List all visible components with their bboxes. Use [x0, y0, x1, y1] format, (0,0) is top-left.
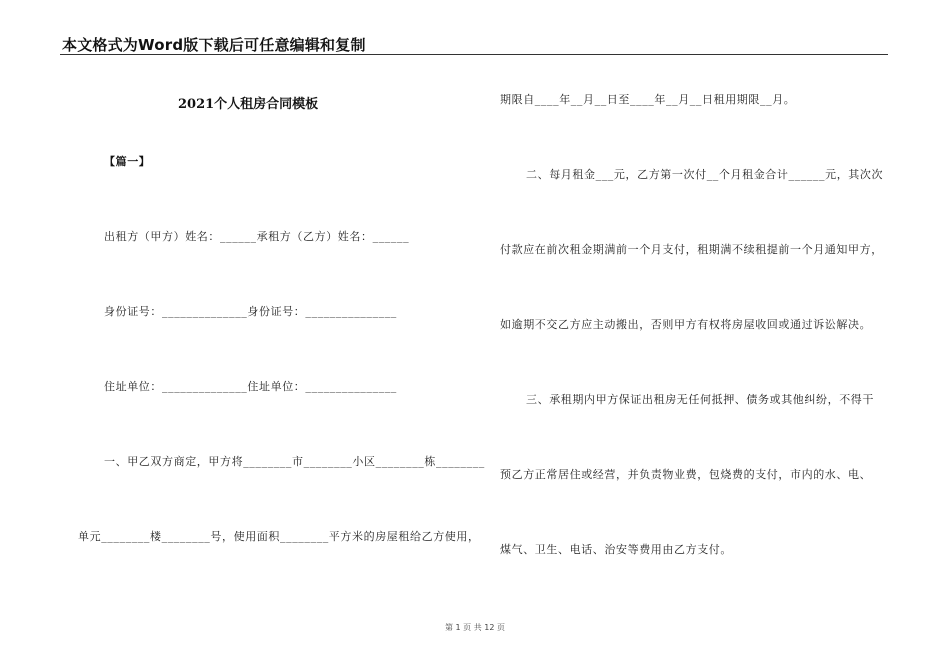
paragraph-line: 三、承租期内甲方保证出租房无任何抵押、债务或其他纠纷，不得干: [526, 393, 874, 406]
paragraph-line: 出租方（甲方）姓名：______承租方（乙方）姓名：______: [104, 230, 410, 243]
paragraph-line: 身份证号：______________身份证号：_______________: [104, 305, 397, 318]
paragraph-line: 二、每月租金___元，乙方第一次付__个月租金合计______元，其次次: [526, 168, 884, 181]
paragraph-line: 预乙方正常居住或经营，并负责物业费，包烧费的支付，市内的水、电、: [500, 468, 872, 481]
page-header: 本文格式为Word版下载后可任意编辑和复制: [62, 36, 366, 54]
paragraph-line: 付款应在前次租金期满前一个月支付，租期满不续租提前一个月通知甲方，: [500, 243, 883, 256]
section-label: 【篇一】: [104, 155, 151, 168]
paragraph-line: 一、甲乙双方商定，甲方将________市________小区________栋________: [104, 455, 485, 468]
paragraph-line: 住址单位：______________住址单位：_______________: [104, 380, 397, 393]
paragraph-line: 单元________楼________号，使用面积________平方米的房屋租给乙方使用，: [78, 530, 480, 543]
header-divider: [60, 54, 888, 55]
document-title: 2021个人租房合同模板: [178, 97, 319, 112]
page-number-footer: 第 1 页 共 12 页: [445, 623, 505, 632]
paragraph-line: 期限自____年__月__日至____年__月__日租用期限__月。: [500, 93, 796, 106]
paragraph-line: 如逾期不交乙方应主动搬出，否则甲方有权将房屋收回或通过诉讼解决。: [500, 318, 872, 331]
paragraph-line: 煤气、卫生、电话、治安等费用由乙方支付。: [500, 543, 732, 556]
